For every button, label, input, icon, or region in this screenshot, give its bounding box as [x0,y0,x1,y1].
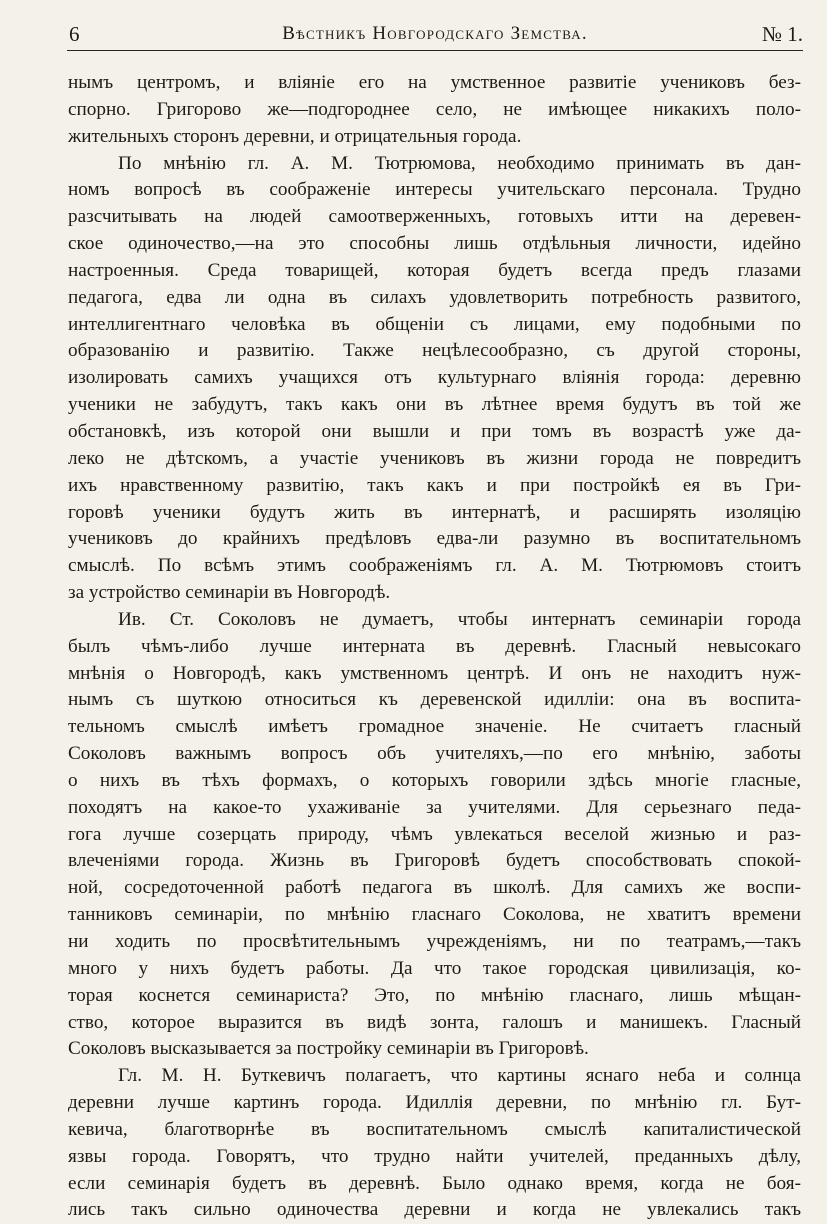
text-line: походятъ на какое-то ухаживаніе за учителями. Для серьезнаго педа- [68,796,801,818]
text-line: много у нихъ будетъ работы. Да что такое городская цивилизація, ко- [68,957,801,979]
text-line: ученики не забудутъ, такъ какъ они въ лѣтнее время будутъ въ той же [68,394,801,416]
text-line: педагога, едва ли одна въ силахъ удовлетворить потребность развитого, [68,286,801,308]
text-line: смыслѣ. По всѣмъ этимъ соображеніямъ гл. А. М. Тютрюмовъ стоитъ [68,555,801,577]
text-line: гога лучше созерцать природу, чѣмъ увлекаться веселой жизнью и раз- [68,823,801,845]
text-line: номъ вопросѣ въ соображеніе интересы учительскаго персонала. Трудно [68,179,801,201]
text-line: кевича, благотворнѣе въ воспитательномъ смыслѣ капиталистической [68,1118,801,1140]
text-line: танниковъ семинаріи, по мнѣнію гласнаго Соколова, не хватитъ времени [68,904,801,926]
text-line: мнѣнія о Новгородѣ, какъ умственномъ центрѣ. И онъ не находитъ нуж- [68,662,801,684]
text-line: жительныхъ сторонъ деревни, и отрицательныя города. [68,125,522,147]
page-number: 6 [69,22,80,46]
text-line: учениковъ до крайнихъ предѣловъ едва-ли разумно въ воспитательномъ [68,528,801,550]
header-rule [67,50,803,51]
text-line: нымъ съ шуткою относиться къ деревенской идилліи: она въ воспита- [68,689,801,711]
text-line: леко не дѣтскомъ, а участіе учениковъ въ жизни города не повредитъ [68,447,801,469]
text-line: спорно. Григорово же—подгороднее село, не имѣющее никакихъ поло- [68,98,801,120]
body-text [68,70,801,1224]
text-line: тельномъ смыслѣ имѣетъ громадное значеніе. Не считаетъ гласный [68,716,801,738]
text-line: деревни лучше картинъ города. Идиллія деревни, по мнѣнію гл. Бут- [68,1092,801,1114]
text-line: за устройство семинаріи въ Новгородѣ. [68,582,391,604]
page-header [67,18,803,52]
journal-title: Вѣстникъ Новгородскаго Земства. [282,23,588,44]
text-line: интеллигентнаго человѣка въ общеніи съ лицами, ему подобными по [68,313,801,335]
text-line: если семинарія будетъ въ деревнѣ. Было однако время, когда не боя- [68,1172,801,1194]
text-line: разсчитывать на людей самоотверженныхъ, готовыхъ итти на деревен- [68,206,801,228]
text-line: ское одиночество,—на это способны лишь отдѣльныя личности, идейно [68,233,801,255]
issue-number: № 1. [761,22,803,46]
text-line: настроенныя. Среда товарищей, которая будетъ всегда предъ глазами [68,259,801,281]
text-line: торая коснется семинариста? Это, по мнѣнію гласнаго, лишь мѣщан- [68,984,801,1006]
paragraph-start-line: По мнѣнію гл. А. М. Тютрюмова, необходимо принимать въ дан- [118,152,801,174]
text-line: о нихъ въ тѣхъ формахъ, о которыхъ говорили здѣсь многіе гласные, [68,769,801,791]
text-line: былъ чѣмъ-либо лучше интерната въ деревнѣ. Гласный невысокаго [68,635,801,657]
text-line: ихъ нравственному развитію, такъ какъ и при постройкѣ ея въ Гри- [68,474,801,496]
text-line: обстановкѣ, изъ которой они вышли и при томъ въ возрастѣ уже да- [68,420,801,442]
paragraph-start-line: Ив. Ст. Соколовъ не думаетъ, чтобы интернатъ семинаріи города [118,608,801,630]
text-line: Соколовъ важнымъ вопросъ объ учителяхъ,—по его мнѣнію, заботы [68,743,801,765]
text-line: ни ходить по просвѣтительнымъ учрежденіямъ, ни по театрамъ,—такъ [68,931,801,952]
paragraph-start-line: Гл. М. Н. Буткевичъ полагаетъ, что картины яснаго неба и солнца [118,1065,801,1087]
text-line: лись такъ сильно одиночества деревни и когда не увлекались такъ [68,1199,801,1221]
text-line: влеченіями города. Жизнь въ Григоровѣ будетъ способствовать спокой- [68,850,801,872]
text-line: нымъ центромъ, и вліяніе его на умственное развитіе учениковъ без- [68,72,801,93]
text-line: изолировать самихъ учащихся отъ культурнаго вліянія города: деревню [68,367,801,389]
text-line: Соколовъ высказывается за постройку семинаріи въ Григоровѣ. [68,1038,589,1060]
text-line: ной, сосредоточенной работѣ педагога въ школѣ. Для самихъ же воспи- [68,877,801,899]
text-line: язвы города. Говорятъ, что трудно найти учителей, преданныхъ дѣлу, [68,1145,801,1167]
text-line: ство, которое выразится въ видѣ зонта, галошъ и манишекъ. Гласный [68,1011,801,1033]
text-line: горовѣ ученики будутъ жить въ интернатѣ, и расширять изоляцію [68,501,801,523]
text-line: образованію и развитію. Также нецѣлесообразно, съ другой стороны, [68,340,801,362]
